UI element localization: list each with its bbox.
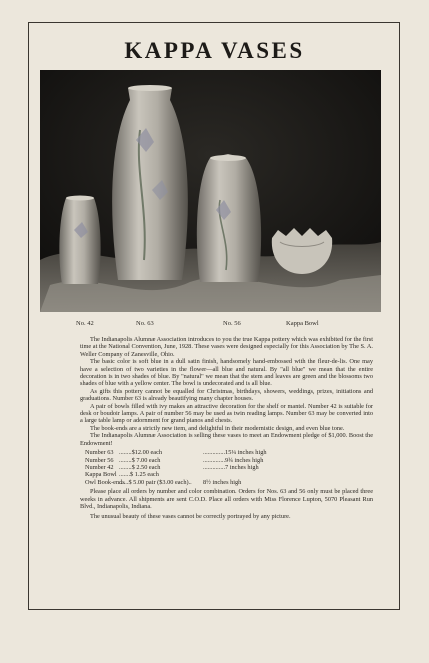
price-item-height: ..............9¾ inches high bbox=[203, 456, 264, 464]
price-item-name: Number 63 bbox=[85, 449, 114, 457]
price-item-height: 8½ inches high bbox=[203, 478, 242, 486]
photo-captions bbox=[40, 320, 381, 332]
order-instructions: Please place all orders by number and color combination. Orders for Nos. 63 and 56 only must be placed three weeks in advance. All shipments are sent C.O.D. Place all orders with Miss Florence Lupton, 5070 Pleasant Run Blvd., Indianapolis, Indiana. bbox=[80, 488, 373, 510]
closing-line: The unusual beauty of these vases cannot be correctly portrayed by any picture. bbox=[90, 513, 291, 521]
price-item-cost: .......$ 1.25 each bbox=[119, 471, 159, 479]
price-item-height: ..............15¼ inches high bbox=[203, 449, 267, 457]
vases-photograph-image bbox=[40, 70, 381, 312]
paragraph: The basic color is soft blue in a dull satin finish, handsomely hand-embossed with the fleur-de-lis. One may have a selection of two varieties in the flower—all blue and natural. By "all blue" we mean that the entire decoration is in two shades of blue. By "natural" we mean that the stem and leaves are green and the blossoms two shades of blue with a yellow center. The bowl is undecorated and is all blue. bbox=[80, 358, 373, 388]
paragraph: The Indianapolis Alumnæ Association introduces to you the true Kappa pottery which was exhibited for the first time at the National Convention, June, 1928. These vases were designed especially for this Association by The S. A. Weller Company of Zanesville, Ohio. bbox=[80, 336, 373, 358]
price-row bbox=[85, 449, 373, 456]
price-item-cost: ......$ 5.00 pair ($3.00 each).. bbox=[119, 478, 192, 486]
price-item-cost: ........$ 7.00 each bbox=[119, 456, 161, 464]
article-body bbox=[80, 336, 373, 521]
price-item-height: ..............7 inches high bbox=[203, 463, 259, 471]
price-row bbox=[85, 471, 373, 478]
price-item-name: Number 56 bbox=[85, 456, 114, 464]
price-item-name: Owl Book-ends bbox=[85, 478, 125, 486]
caption-no-56: No. 56 bbox=[223, 320, 241, 327]
paragraph: A pair of bowls filled with ivy makes an attractive decoration for the shelf or mantel. Number 42 is suitable for desk or boudoir lamps. A pair of number 56 may be used as twin reading lamps. Number 63 may be converted into a large table lamp or adornment for grand pianos and chests. bbox=[80, 402, 373, 425]
price-list bbox=[85, 449, 373, 486]
caption-no-63: No. 63 bbox=[136, 320, 154, 327]
price-item-name: Number 42 bbox=[85, 463, 114, 471]
price-item-cost: ........$ 2.50 each bbox=[119, 463, 161, 471]
price-item-cost: ........$12.00 each bbox=[119, 449, 163, 457]
caption-no-42: No. 42 bbox=[76, 320, 94, 327]
caption-kappa-bowl: Kappa Bowl bbox=[286, 320, 319, 327]
paragraph: The Indianapolis Alumnæ Association is selling these vases to meet an Endowment pledge of $1,000. Boost the Endowment! bbox=[80, 432, 373, 447]
price-row bbox=[85, 464, 373, 471]
page-title: KAPPA VASES bbox=[124, 38, 305, 63]
price-item-name: Kappa Bowl bbox=[85, 471, 117, 479]
paragraph: The book-ends are a strictly new item, and delightful in their modernistic design, and even blue tone. bbox=[90, 424, 345, 432]
price-row bbox=[85, 479, 373, 486]
vases-photograph bbox=[40, 70, 381, 312]
price-row bbox=[85, 457, 373, 464]
paragraph: As gifts this pottery cannot be equalled for Christmas, birthdays, showers, weddings, prizes, initiations and graduations. Number 63 is already beautifying many chapter houses. bbox=[80, 387, 373, 403]
